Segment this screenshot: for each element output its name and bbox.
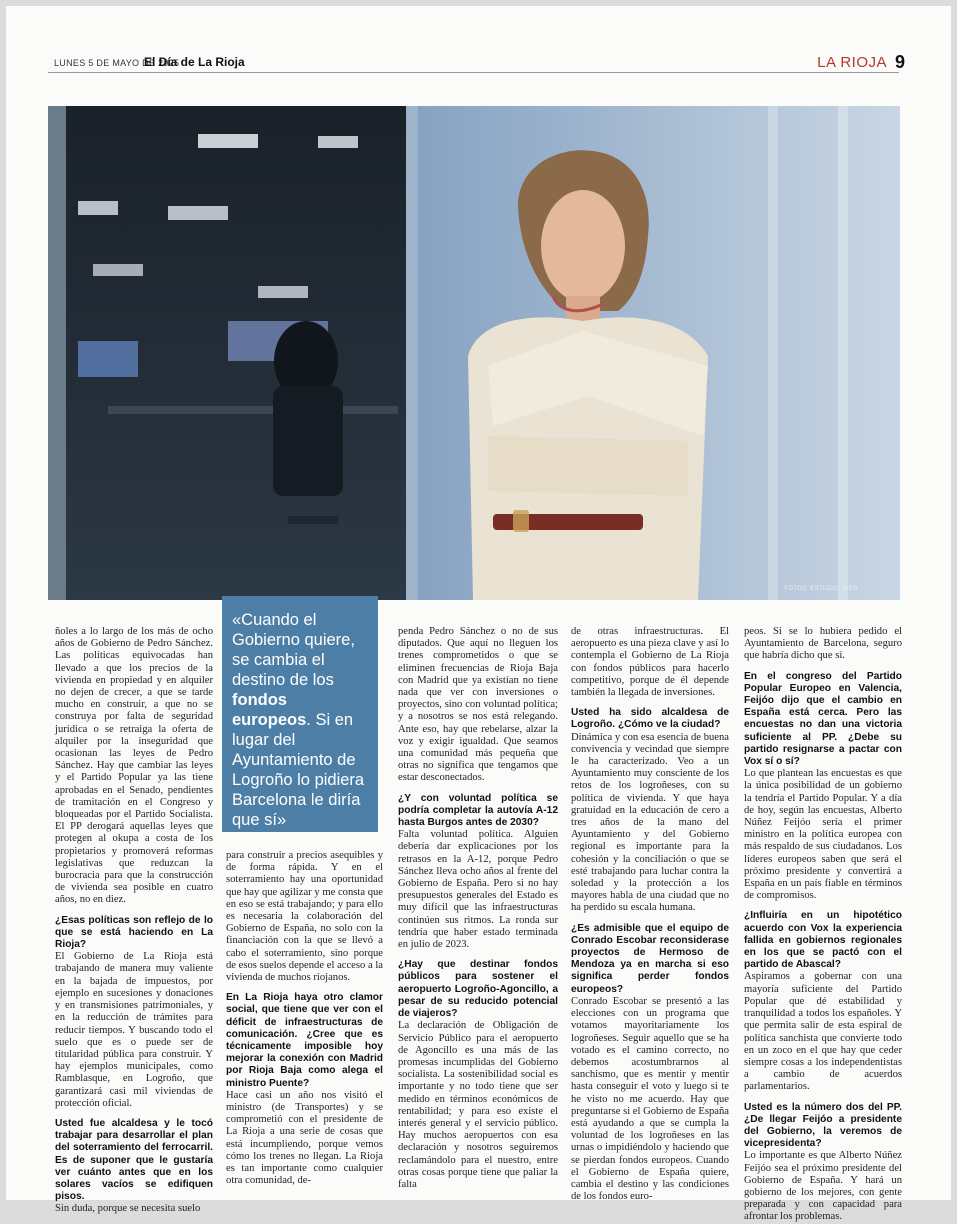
interview-question: En La Rioja haya otro clamor social, que tiene que ver con el déficit de infraestructuras de comunicación. ¿Cree que es técnicamente imposible hoy mejorar la conexión con Madrid por Rioja Baja como alega el ministro Puente? [226, 992, 383, 1089]
interview-question: ¿Influiría en un hipotético acuerdo con Vox la experiencia fallida en gobiernos regionales en los que se pactó con el partido de Abascal? [744, 910, 902, 971]
article-column-3 [398, 626, 558, 1191]
interview-answer: Lo importante es que Alberto Núñez Feijóo sea el próximo presidente del Gobierno de España. Y hará un gobierno de los mejores, con gente preparada y con capacidad para afrontar los problemas. [744, 1150, 902, 1223]
interview-answer: Conrado Escobar se presentó a las elecciones con un programa que votamos mayoritariamente los logroñeses. Seguir aquello que se ha votado es el camino correcto, no debemos acostumbrarnos al sanchismo, que es mentir y mentir hasta conseguir el voto y luego si te he visto no me acuerdo. Hay que preguntarse si el Gobierno de España está ayudando a que se cumpla la voluntad de los logroñeses en las urnas o impidiéndolo y haciendo que se pierdan fondos europeos. Cuando el Gobierno de España quiere, cambia el destino y las condiciones de los fondos euro- [571, 995, 729, 1203]
interview-question: ¿Esas políticas son reflejo de lo que se está haciendo en La Rioja? [55, 914, 213, 951]
article-column-1 [55, 626, 213, 1216]
interview-photo [48, 106, 900, 600]
photo-credit: FOTOS: ESTUDIO JPEG [784, 586, 858, 592]
interview-answer: Lo que plantean las encuestas es que la única posibilidad de un gobierno la tendría el Partido Popular. Y a día de hoy, según las encuestas, Alberto Núñez Feijóo sería el primer ministro en la política europea con más respaldo de sus ciudadanos. Los líderes europeos saben que será el próximo presidente y convertirá a España en un país fiable en términos de compromisos. [744, 768, 902, 902]
interview-answer: de otras infraestructuras. El aeropuerto es una pieza clave y así lo contempla el Gobierno de La Rioja con fondos públicos para hacerlo competitivo, porque de él depende también la llegada de inversiones. [571, 626, 729, 699]
interview-answer: Dinámica y con esa esencia de buena convivencia y vecindad que siempre le ha caracterizado. Veo a un Ayuntamiento muy consciente de los retos de los logroñeses, con su política de vivienda. Y que haya gratuidad en la educación de cero a tres años de la mano del Ayuntamiento y del Gobierno regional es importante para la cohesión y la conciliación o que se esté trabajando para luchar contra la soledad y la protección a los mayores habla de una ciudad que no ha perdido su escala humana. [571, 731, 729, 914]
interview-answer: El Gobierno de La Rioja está trabajando de manera muy valiente en la bajada de impuestos, por ejemplo en sucesiones y donaciones y en transmisiones patrimoniales, y en la reducción de trámites para reducir tiempos. Y buscando todo el suelo que es o puede ser de titularidad pública para construir. Y hay ejemplos municipales, como Ramblasque, en Logroño, que garantizará casi mil viviendas de protección oficial. [55, 951, 213, 1109]
header-paper-name: El Día de La Rioja [144, 55, 245, 69]
pull-quote-bold: fondos europeos [232, 691, 307, 729]
header-rule [48, 72, 899, 73]
header-date: LUNES 5 DE MAYO DE 2025 [54, 58, 180, 68]
interview-answer: Falta voluntad política. Alguien debería dar explicaciones por los retrasos en la A-12, porque Pedro Sánchez lleva ocho años al frente del Gobierno de España. Pero si no hay presupuestos generales del Estado es muy difícil que las infraestructuras continúen sus ritmos. La ronda sur tendría que haber estado terminada en julio de 2023. [398, 829, 558, 951]
interview-answer: Aspiramos a gobernar con una mayoría suficiente del Partido Popular que dé estabilidad y tranquilidad a todos los españoles. Y que permita salir de esta espiral de política sanchista que convierte todo en un zoco en el que hay que ceder siempre cosas a los independentistas a cambio de acuerdos parlamentarios. [744, 971, 902, 1093]
header-page-number: 9 [894, 52, 905, 72]
interview-question: ¿Y con voluntad política se podría completar la autovía A-12 hasta Burgos antes de 2030? [398, 792, 558, 829]
interview-question: Usted ha sido alcaldesa de Logroño. ¿Cómo ve la ciudad? [571, 707, 729, 731]
interview-answer: para construir a precios asequibles y de forma rápida. Y en el soterramiento hay una oportunidad que hay que agilizar y me consta que en eso se está trabajando; y para ello es necesaria la colaboración del Gobierno de España, no solo con la financiación con la que se llevó a cabo el soterramiento, sino porque de esos suelos depende el acceso a la vivienda de muchos riojanos. [226, 850, 383, 984]
interview-question: En el congreso del Partido Popular Europeo en Valencia, Feijóo dijo que el cambio en España está cerca. Pero las encuestas no dan una victoria suficiente al PP. ¿Debe su partido resignarse a pactar con Vox sí o sí? [744, 670, 902, 768]
interview-question: Usted es la número dos del PP. ¿De llegar Feijóo a presidente del Gobierno, la veremos de vicepresidenta? [744, 1101, 902, 1150]
interview-answer: peos. Si se lo hubiera pedido el Ayuntamiento de Barcelona, seguro que habría dicho que sí. [744, 626, 902, 662]
pull-quote [222, 596, 378, 832]
interview-answer: La declaración de Obligación de Servicio Público para el aeropuerto de Agoncillo es una más de las promesas incumplidas del Gobierno socialista. La sostenibilidad social es importante y no todo tiene que ser medido en términos económicos de rentabilidad; y para eso existe el interés general y el servicio público. Hay muchos aeropuertos con esa declaración y nosotros seguiremos reclamándolo para el nuestro, entre otras cosas porque tiene que paliar la falta [398, 1020, 558, 1190]
article-column-4 [571, 626, 729, 1203]
article-column-5 [744, 626, 902, 1224]
interview-answer: Hace casi un año nos visitó el ministro (de Transportes) y se comprometió con el presidente de La Rioja a una serie de cosas que está incumpliendo, porque vemos cómo los trenes no llegan. La Rioja es tan importante como cualquier otra comunidad, de- [226, 1089, 383, 1187]
pull-quote-text-end: . Si en lugar del Ayuntamiento de Logroño lo pidiera Barcelona le diría que sí» [232, 711, 365, 829]
interview-answer: penda Pedro Sánchez o no de sus diputados. Que aquí no lleguen los trenes comprometidos o que se eliminen frecuencias de Rioja Baja con Madrid que ya existían no tiene nada que ver con inversiones o proyectos, sino con voluntad política; y a nosotros se nos está relegando. Ante eso, hay que rebelarse, alzar la voz y exigir igualdad. Que seamos una comunidad más pequeña que otras no significa que tengamos que estar desconectados. [398, 626, 558, 784]
article-column-2 [226, 850, 383, 1187]
interview-question: ¿Hay que destinar fondos públicos para sostener el aeropuerto Logroño-Agoncillo, a pesar de su reducido potencial de viajeros? [398, 959, 558, 1020]
interview-question: Usted fue alcaldesa y le tocó trabajar para desarrollar el plan del soterramiento del ferrocarril. Es de suponer que le gustaría ver cuánto antes que en los solares vacíos se edifiquen pisos. [55, 1117, 213, 1203]
interview-question: ¿Es admisible que el equipo de Conrado Escobar reconsiderase proyectos de Hermoso de Mendoza ya en marcha si eso significa perder fondos europeos? [571, 922, 729, 995]
header-section: LA RIOJA [817, 54, 887, 71]
interview-answer: ñoles a lo largo de los más de ocho años de Gobierno de Pedro Sánchez. Las políticas equivocadas han llevado a que los precios de la vivienda en propiedad y en alquiler no dejen de crecer, a que se tarde mucho en construir, a que no se construya por falta de seguridad jurídica o se retraiga la oferta de alquiler por la inseguridad que ocasionan las leyes de Pedro Sánchez. Hay que cambiar las leyes y el Partido Popular ya las tiene aprobadas en el Senado, pendientes de tramitación en el Congreso y bloqueadas por el Partido Socialista. El PP derogará aquellas leyes que protegen al okupa a costa de los propietarios y promoverá reformas legislativas que reduzcan la burocracia para que la construcción de vivienda sea posible en cuatro años, no en diez. [55, 626, 213, 906]
pull-quote-text: «Cuando el Gobierno quiere, se cambia el destino de los [232, 611, 355, 689]
interview-answer: Sin duda, porque se necesita suelo [55, 1203, 201, 1215]
